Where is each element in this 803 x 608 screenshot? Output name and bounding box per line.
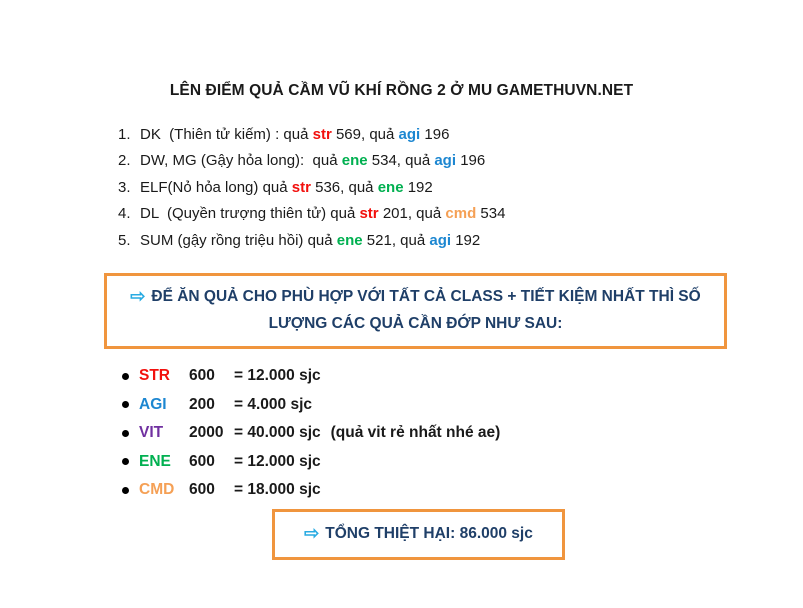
right-arrow-icon: ⇨ [130, 286, 146, 306]
bullet-icon [122, 401, 129, 408]
text-segment: str [359, 205, 379, 223]
text-segment: agi [434, 152, 457, 170]
stat-cost: = 12.000 sjc [234, 452, 321, 470]
fruit-row [122, 448, 500, 477]
right-arrow-icon: ⇨ [304, 523, 320, 543]
text-segment: DL (Quyền trượng thiên tử) quả [140, 205, 360, 223]
total-box-text: TỔNG THIỆT HẠI: 86.000 sjc [325, 525, 533, 542]
text-segment: DW, MG (Gậy hỏa long): quả [140, 152, 342, 170]
note-box-text: ĐỂ ĂN QUẢ CHO PHÙ HỢP VỚI TẤT CẢ CLASS + TIẾT KIỆM NHẤT THÌ SỐ LƯỢNG CÁC QUẢ CẦN ĐỚP NHƯ SAU: [151, 288, 701, 332]
stat-note: (quả vit rẻ nhất nhé ae) [330, 424, 501, 442]
weapon-list-item [118, 227, 505, 254]
bullet-icon [122, 458, 129, 465]
list-number: 5. [118, 231, 131, 249]
stat-label: CMD [139, 481, 175, 499]
weapon-list-item [118, 121, 505, 148]
text-segment: str [291, 178, 311, 196]
text-segment: ene [336, 231, 363, 249]
text-segment: ene [377, 178, 404, 196]
list-number: 2. [118, 152, 131, 170]
stat-label: VIT [139, 424, 164, 442]
list-text [140, 205, 505, 222]
text-segment: 192 [451, 231, 481, 249]
text-segment: cmd [445, 205, 477, 223]
text-segment: 521, quả [362, 231, 430, 249]
stat-quantity: 200 [189, 395, 215, 413]
list-text [140, 232, 480, 249]
weapon-list [118, 121, 505, 254]
fruit-row [122, 391, 500, 420]
text-segment: 534, quả [367, 152, 435, 170]
weapon-list-item [118, 201, 505, 228]
text-segment: 534 [476, 205, 506, 223]
text-segment: DK (Thiên tử kiếm) : quả [140, 125, 313, 143]
stat-cost: = 18.000 sjc [234, 481, 321, 499]
list-text [140, 179, 433, 196]
list-number: 4. [118, 205, 131, 223]
text-segment: 196 [420, 125, 450, 143]
weapon-list-item [118, 174, 505, 201]
text-segment: 192 [403, 178, 433, 196]
text-segment: 201, quả [378, 205, 446, 223]
stat-quantity: 600 [189, 481, 215, 499]
bullet-icon [122, 487, 129, 494]
stat-quantity: 600 [189, 367, 215, 385]
text-segment: ene [341, 152, 368, 170]
list-number: 1. [118, 125, 131, 143]
fruit-row [122, 362, 500, 391]
text-segment: 569, quả [331, 125, 399, 143]
weapon-list-item [118, 148, 505, 175]
stat-label: STR [139, 367, 170, 385]
stat-label: AGI [139, 395, 167, 413]
total-box [272, 509, 565, 560]
list-text [140, 152, 485, 169]
text-segment: 536, quả [310, 178, 378, 196]
text-segment: ELF(Nỏ hỏa long) quả [140, 178, 292, 196]
note-box [104, 273, 727, 349]
stat-quantity: 2000 [189, 424, 224, 442]
text-segment: agi [429, 231, 452, 249]
text-segment: agi [398, 125, 421, 143]
bullet-icon [122, 430, 129, 437]
text-segment: 196 [456, 152, 486, 170]
list-text [140, 126, 449, 143]
fruit-row [122, 476, 500, 505]
stat-label: ENE [139, 452, 171, 470]
bullet-icon [122, 373, 129, 380]
text-segment: SUM (gậy rồng triệu hồi) quả [140, 231, 337, 249]
list-number: 3. [118, 178, 131, 196]
stat-cost: = 12.000 sjc [234, 367, 321, 385]
page-title: LÊN ĐIỂM QUẢ CẦM VŨ KHÍ RỒNG 2 Ở MU GAMETHUVN.NET [169, 82, 634, 99]
stat-quantity: 600 [189, 452, 215, 470]
stat-cost: = 4.000 sjc [234, 395, 312, 413]
fruit-row [122, 419, 500, 448]
text-segment: str [312, 125, 332, 143]
fruit-totals-list [122, 362, 500, 505]
stat-cost: = 40.000 sjc [234, 424, 321, 442]
